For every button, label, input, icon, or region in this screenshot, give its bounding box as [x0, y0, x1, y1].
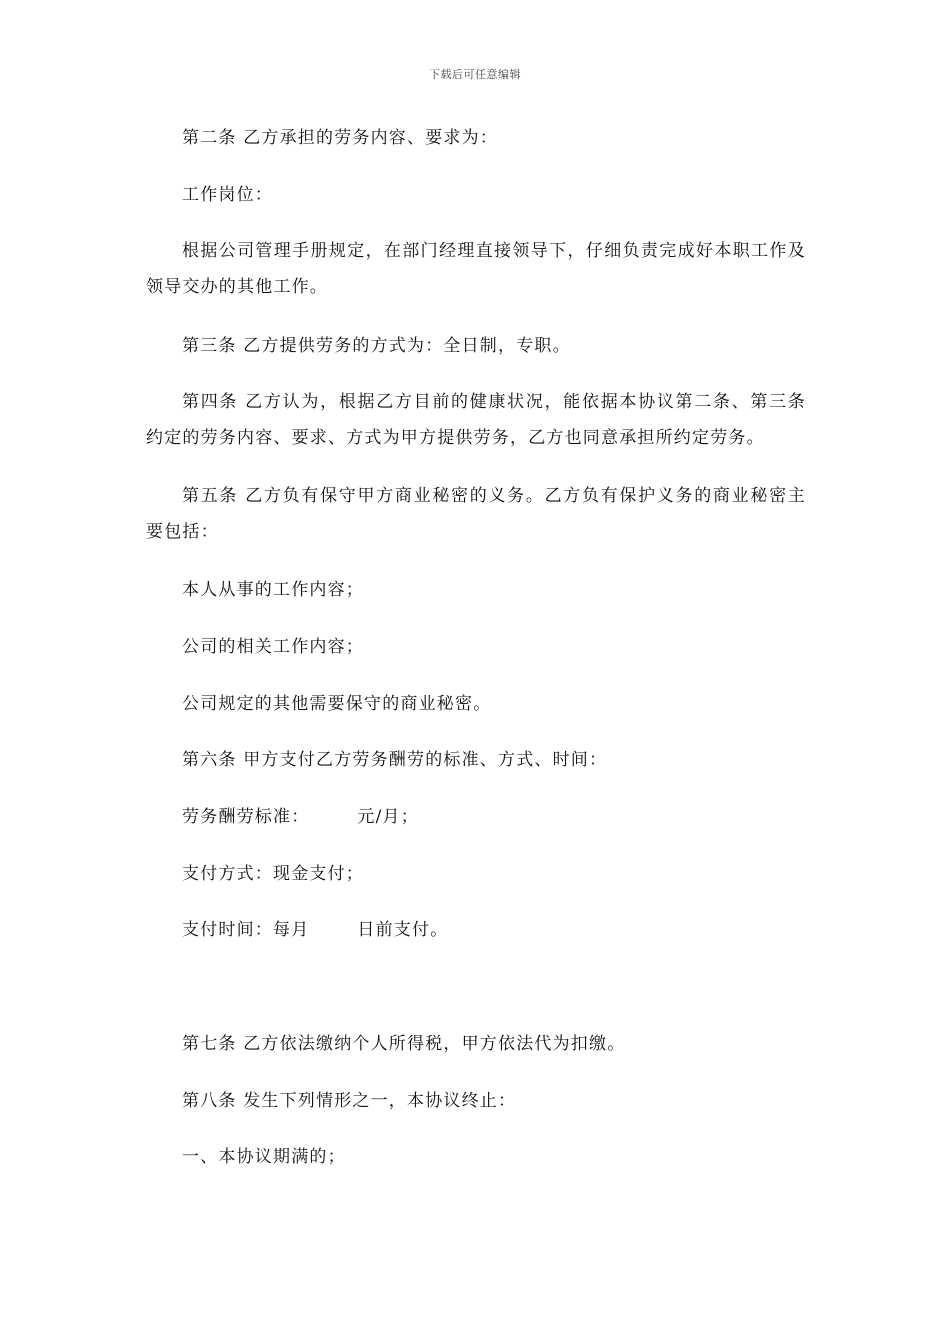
fee-standard-line [146, 799, 806, 835]
article-2-heading: 第二条 乙方承担的劳务内容、要求为： [182, 128, 499, 148]
secret-item-3: 公司规定的其他需要保守的商业秘密。 [182, 694, 492, 714]
article-7-paragraph: 第七条 乙方依法缴纳个人所得税，甲方依法代为扣缴。 [182, 1034, 626, 1054]
page-header: 下载后可任意编辑 [429, 68, 521, 81]
article-8-heading: 第八条 发生下列情形之一，本协议终止： [182, 1091, 517, 1111]
secret-item-2: 公司的相关工作内容； [182, 637, 364, 657]
article-6-heading: 第六条 甲方支付乙方劳务酬劳的标准、方式、时间： [182, 750, 608, 770]
payment-method-line: 支付方式：现金支付； [182, 864, 364, 884]
payment-time-line [146, 912, 806, 948]
job-duty-paragraph: 根据公司管理手册规定，在部门经理直接领导下，仔细负责完成好本职工作及领导交办的其他工作。 [146, 241, 806, 297]
fee-standard-unit: 元/月； [357, 807, 419, 827]
termination-item-1: 一、本协议期满的； [182, 1147, 346, 1167]
article-4-paragraph: 第四条 乙方认为，根据乙方目前的健康状况，能依据本协议第二条、第三条约定的劳务内容、要求、方式为甲方提供劳务，乙方也同意承担所约定劳务。 [146, 392, 806, 448]
fee-standard-label: 劳务酬劳标准： [182, 807, 310, 827]
job-position-label: 工作岗位： [182, 185, 273, 205]
article-5-paragraph: 第五条 乙方负有保守甲方商业秘密的义务。乙方负有保护义务的商业秘密主要包括： [146, 486, 806, 542]
secret-item-1: 本人从事的工作内容； [182, 580, 364, 600]
article-3-paragraph: 第三条 乙方提供劳务的方式为：全日制，专职。 [182, 336, 571, 356]
payment-time-suffix: 日前支付。 [357, 920, 449, 940]
payment-time-label: 支付时间：每月 [182, 920, 310, 940]
